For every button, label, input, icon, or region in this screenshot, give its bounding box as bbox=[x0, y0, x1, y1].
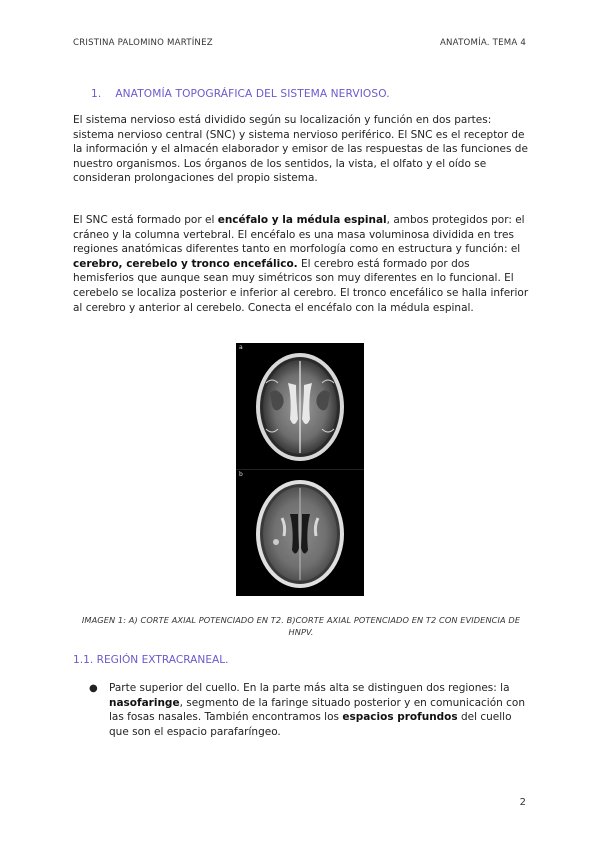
mri-scan-a bbox=[236, 343, 364, 469]
paragraph-snc bbox=[73, 213, 529, 315]
subsection-title: 1.1. REGIÓN EXTRACRANEAL. bbox=[73, 654, 229, 666]
bold-term: espacios profundos bbox=[342, 711, 458, 724]
header-subject: ANATOMÍA. TEMA 4 bbox=[439, 38, 526, 48]
section-number: 1. bbox=[91, 88, 102, 100]
paragraph-text: , ambos protegidos por: el cráneo y la columna vertebral. El encéfalo es una masa voluminosa dividida en tres regiones anatómicas diferentes tanto en morfología como en estructura y función: el bbox=[73, 214, 525, 256]
list-item bbox=[109, 681, 529, 739]
bullet-icon: ● bbox=[89, 683, 98, 694]
brain-image-a bbox=[236, 343, 364, 469]
panel-label-a: a bbox=[239, 344, 243, 351]
paragraph-text: El cerebro está formado por dos hemisferios que aunque sean muy simétricos son muy diferentes en lo funcional. El cerebelo se localiza posterior e inferior al cerebro. El tronco encefálico se halla inferior al cerebro y anterior al cerebelo. Conecta el encéfalo con la médula espinal. bbox=[73, 257, 529, 314]
list-item-text: , segmento de la faringe situado posterior y en comunicación con las fosas nasales. También encontramos los bbox=[109, 696, 525, 724]
mri-scan-b bbox=[236, 469, 364, 596]
figure-caption: IMAGEN 1: A) CORTE AXIAL POTENCIADO EN T2. B)CORTE AXIAL POTENCIADO EN T2 CON EVIDENCIA DE HNPV. bbox=[81, 615, 521, 637]
paragraph-intro: El sistema nervioso está dividido según su localización y función en dos partes: sistema nervioso central (SNC) y sistema nervioso periférico. El SNC es el receptor de la información y el almacén elaborador y emisor de las respuestas de las funciones de nuestro organismos. Los órganos de los sentidos, la vista, el olfato y el oído se consideran prolongaciones del propio sistema. bbox=[73, 114, 528, 185]
page-number: 2 bbox=[519, 797, 526, 808]
bold-term: cerebro, cerebelo y tronco encefálico. bbox=[73, 257, 298, 270]
paragraph-text: El SNC está formado por el bbox=[73, 214, 218, 226]
section-title bbox=[91, 88, 390, 100]
brain-image-b bbox=[236, 470, 364, 596]
bold-term: nasofaringe bbox=[109, 696, 180, 709]
list-item-text: Parte superior del cuello. En la parte más alta se distinguen dos regiones: la bbox=[109, 682, 510, 694]
mri-figure bbox=[236, 343, 364, 595]
list-item-text: del cuello que son el espacio parafaríngeo. bbox=[109, 711, 512, 738]
header-author: CRISTINA PALOMINO MARTÍNEZ bbox=[73, 38, 213, 48]
bold-term: encéfalo y la médula espinal bbox=[217, 214, 387, 226]
section-heading: ANATOMÍA TOPOGRÁFICA DEL SISTEMA NERVIOSO. bbox=[115, 88, 390, 100]
panel-label-b: b bbox=[239, 471, 243, 478]
